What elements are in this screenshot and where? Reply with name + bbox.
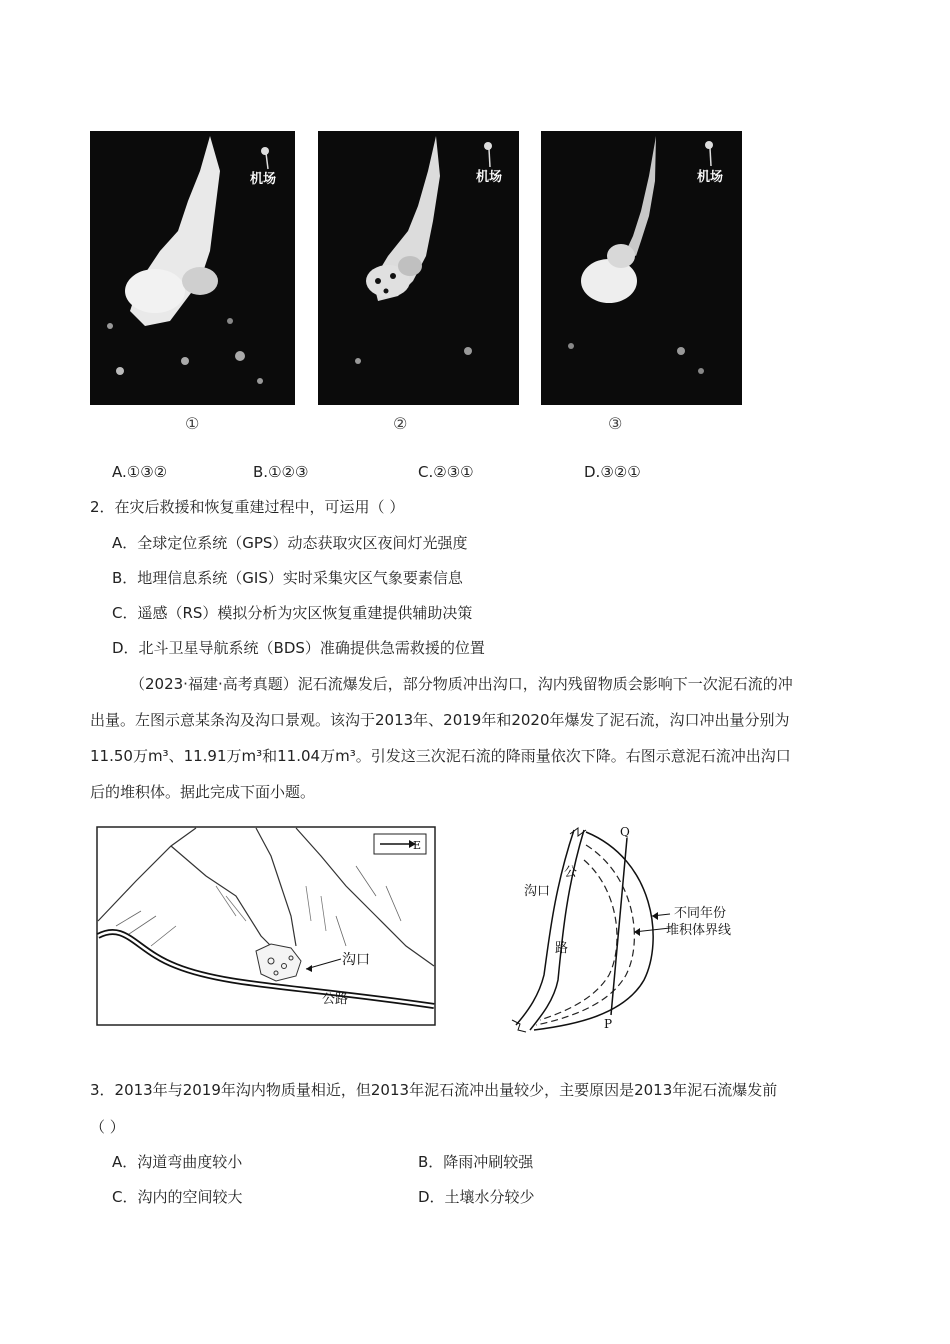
gully-mouth-label: 沟口 xyxy=(524,884,551,899)
q2-option-d: D．北斗卫星导航系统（BDS）准确提供急需救援的位置 xyxy=(112,639,485,657)
passage-line-3: 11.50万m³、11.91万m³和11.04万m³。引发这三次泥石流的降雨量依次下降。右图示意泥石流冲出沟口 xyxy=(90,747,791,765)
point-p-label: P xyxy=(604,1017,613,1031)
q2-option-b: B．地理信息系统（GIS）实时采集灾区气象要素信息 xyxy=(112,569,463,587)
passage-line-4: 后的堆积体。据此完成下面小题。 xyxy=(90,783,316,801)
satellite-image-3 xyxy=(541,131,742,405)
q3-stem-line-2: （ ） xyxy=(90,1118,125,1136)
panel-label-3: ③ xyxy=(608,414,623,433)
airport-label: 机场 xyxy=(250,172,277,187)
passage-line-2: 出量。左图示意某条沟及沟口景观。该沟于2013年、2019年和2020年爆发了泥石流，沟口冲出量分别为 xyxy=(90,711,790,729)
q1-option-d: D.③②① xyxy=(584,463,641,481)
point-q-label: Q xyxy=(620,825,630,839)
satellite-image-1 xyxy=(90,131,295,405)
passage-line-1: （2023·福建·高考真题）泥石流爆发后，部分物质冲出沟口，沟内残留物质会影响下一次泥石流的冲 xyxy=(130,675,793,693)
q3-option-c: C．沟内的空间较大 xyxy=(112,1188,243,1206)
panel-label-1: ① xyxy=(185,414,200,433)
q2-option-a: A．全球定位系统（GPS）动态获取灾区夜间灯光强度 xyxy=(112,534,468,552)
road-char-2: 路 xyxy=(555,941,569,956)
satellite-image-2 xyxy=(318,131,519,405)
q3-option-d: D．土壤水分较少 xyxy=(418,1188,535,1206)
road-label: 公路 xyxy=(322,992,349,1007)
legend-line-1: 不同年份 xyxy=(674,906,727,921)
legend-line-2: 堆积体界线 xyxy=(666,923,732,938)
q1-option-c: C.②③① xyxy=(418,463,474,481)
q3-stem-line-1: 3．2013年与2019年沟内物质量相近，但2013年泥石流冲出量较少，主要原因是2013年泥石流爆发前 xyxy=(90,1081,778,1099)
compass-label: E xyxy=(413,839,422,852)
airport-label: 机场 xyxy=(476,170,503,185)
gully-mouth-label: 沟口 xyxy=(342,952,370,968)
gully-landscape-figure xyxy=(96,826,436,1026)
passage xyxy=(90,666,870,810)
q1-option-a: A.①③② xyxy=(112,463,168,481)
airport-label: 机场 xyxy=(697,170,724,185)
q3-option-a: A．沟道弯曲度较小 xyxy=(112,1153,243,1171)
road-char-1: 公 xyxy=(564,865,578,880)
q3-option-b: B．降雨冲刷较强 xyxy=(418,1153,534,1171)
q1-option-b: B.①②③ xyxy=(253,463,309,481)
deposit-body-figure xyxy=(494,820,764,1035)
q2-option-c: C．遥感（RS）模拟分析为灾区恢复重建提供辅助决策 xyxy=(112,604,473,622)
q2-stem: 2．在灾后救援和恢复重建过程中，可运用（ ） xyxy=(90,498,405,516)
panel-label-2: ② xyxy=(393,414,408,433)
